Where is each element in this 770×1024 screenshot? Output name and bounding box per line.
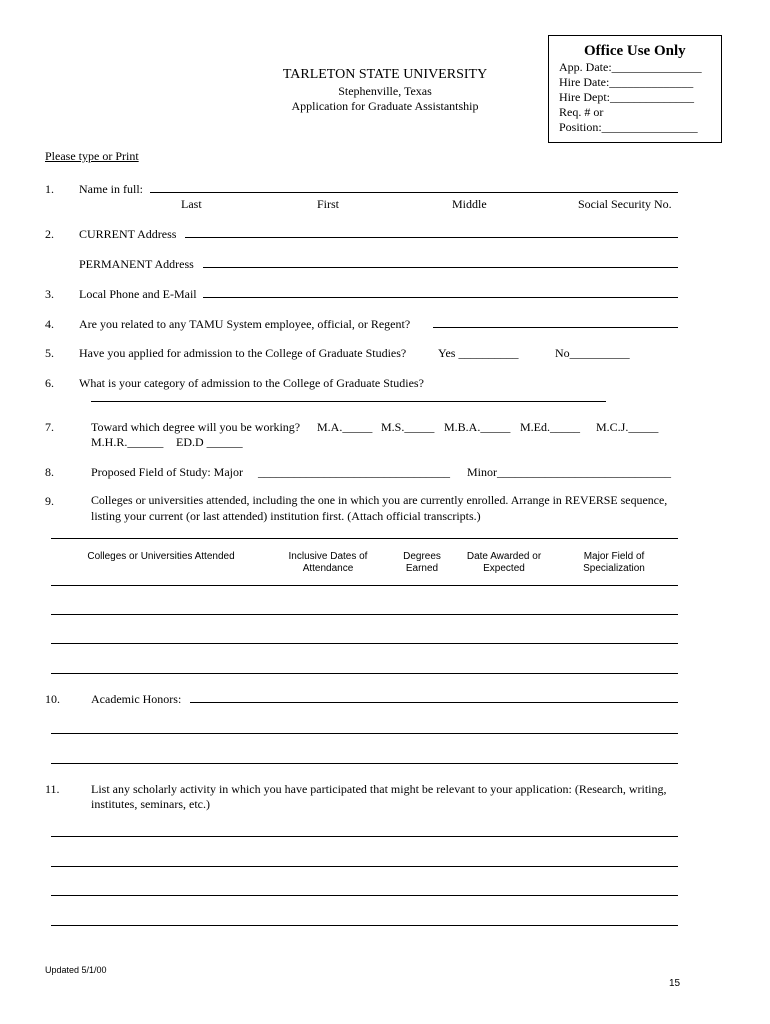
degree-mcj-field[interactable]: M.C.J._____ (596, 420, 659, 434)
scholarly-line-4[interactable] (51, 925, 678, 926)
college-row-2[interactable] (51, 614, 678, 615)
honors-line-3[interactable] (51, 763, 678, 764)
table-top-rule (51, 538, 678, 539)
scholarly-line-3[interactable] (51, 895, 678, 896)
office-hire-date: Hire Date:______________ (559, 75, 694, 89)
college-row-4[interactable] (51, 673, 678, 674)
q11-number: 11. (45, 782, 60, 796)
q1-sub-ssn: Social Security No. (578, 197, 672, 211)
minor-field[interactable]: Minor_____________________________ (467, 465, 671, 479)
q2-permanent-label: PERMANENT Address (79, 257, 194, 271)
col-colleges: Colleges or Universities Attended (87, 551, 235, 562)
q2-label: CURRENT Address (79, 227, 177, 241)
q1-number: 1. (45, 182, 54, 196)
permanent-address-field[interactable] (203, 267, 678, 268)
related-field[interactable] (433, 327, 678, 328)
name-field[interactable] (150, 192, 678, 193)
q4-number: 4. (45, 317, 54, 331)
page-number: 15 (669, 978, 681, 989)
scholarly-line-2[interactable] (51, 866, 678, 867)
q10-label: Academic Honors: (91, 692, 182, 706)
office-use-title: Office Use Only (584, 43, 686, 59)
q4-label: Are you related to any TAMU System employee, official, or Regent? (79, 317, 411, 331)
q1-label: Name in full: (79, 182, 143, 196)
office-app-date: App. Date:_______________ (559, 60, 702, 74)
current-address-field[interactable] (185, 237, 678, 238)
col-awarded-1: Date Awarded or (466, 551, 542, 562)
q9-line1: Colleges or universities attended, including the one in which you are currently enrolled. Arrange in REVERSE sequence, (91, 493, 668, 507)
q6-label: What is your category of admission to the College of Graduate Studies? (79, 376, 424, 390)
university-city: Stephenville, Texas (338, 84, 432, 98)
office-use-box (548, 35, 722, 143)
col-awarded-2: Expected (483, 563, 525, 574)
university-name: TARLETON STATE UNIVERSITY (282, 67, 488, 82)
q1-sub-middle: Middle (452, 197, 487, 211)
honors-line-2[interactable] (51, 733, 678, 734)
degree-med-field[interactable]: M.Ed._____ (520, 420, 580, 434)
admission-category-field[interactable] (91, 401, 606, 402)
col-dates-2: Attendance (302, 563, 354, 574)
q10-number: 10. (45, 692, 60, 706)
q5-no-field[interactable]: No__________ (555, 346, 630, 360)
updated-note: Updated 5/1/00 (45, 965, 107, 975)
q3-number: 3. (45, 287, 54, 301)
degree-edd-field[interactable]: ED.D ______ (176, 435, 243, 449)
q6-number: 6. (45, 376, 54, 390)
q7-label: Toward which degree will you be working? (91, 420, 301, 434)
phone-email-field[interactable] (203, 297, 678, 298)
col-degrees-1: Degrees (403, 551, 441, 562)
col-degrees-2: Earned (405, 563, 439, 574)
q1-sub-first: First (317, 197, 340, 211)
col-dates-1: Inclusive Dates of (288, 551, 368, 562)
q3-label: Local Phone and E-Mail (79, 287, 197, 301)
q11-line2: institutes, seminars, etc.) (91, 797, 210, 811)
scholarly-line-1[interactable] (51, 836, 678, 837)
office-position: Position:________________ (559, 120, 698, 134)
degree-ma-field[interactable]: M.A._____ (317, 420, 373, 434)
q8-label: Proposed Field of Study: Major (91, 465, 243, 479)
col-major-2: Specialization (583, 563, 645, 574)
q9-line2: listing your current (or last attended) institution first. (Attach official transcripts.) (91, 509, 481, 523)
instruction: Please type or Print (45, 149, 139, 163)
q7-number: 7. (45, 420, 54, 434)
q11-line1: List any scholarly activity in which you have participated that might be relevant to your application: (Research, writing, (91, 782, 667, 796)
q5-yes-field[interactable]: Yes __________ (438, 346, 519, 360)
degree-mba-field[interactable]: M.B.A._____ (444, 420, 511, 434)
q5-number: 5. (45, 346, 54, 360)
form-title: Application for Graduate Assistantship (291, 99, 479, 113)
honors-field[interactable] (190, 702, 678, 703)
col-major-1: Major Field of (583, 551, 645, 562)
degree-ms-field[interactable]: M.S._____ (381, 420, 435, 434)
q8-number: 8. (45, 465, 54, 479)
q5-label: Have you applied for admission to the College of Graduate Studies? (79, 346, 407, 360)
q9-number: 9. (45, 494, 54, 508)
major-field[interactable]: ________________________________ (258, 465, 450, 479)
college-row-3[interactable] (51, 643, 678, 644)
office-req: Req. # or (559, 105, 604, 119)
degree-mhr-field[interactable]: M.H.R.______ (91, 435, 164, 449)
office-hire-dept: Hire Dept:______________ (559, 90, 694, 104)
q2-number: 2. (45, 227, 54, 241)
college-row-1[interactable] (51, 585, 678, 586)
q1-sub-last: Last (181, 197, 202, 211)
